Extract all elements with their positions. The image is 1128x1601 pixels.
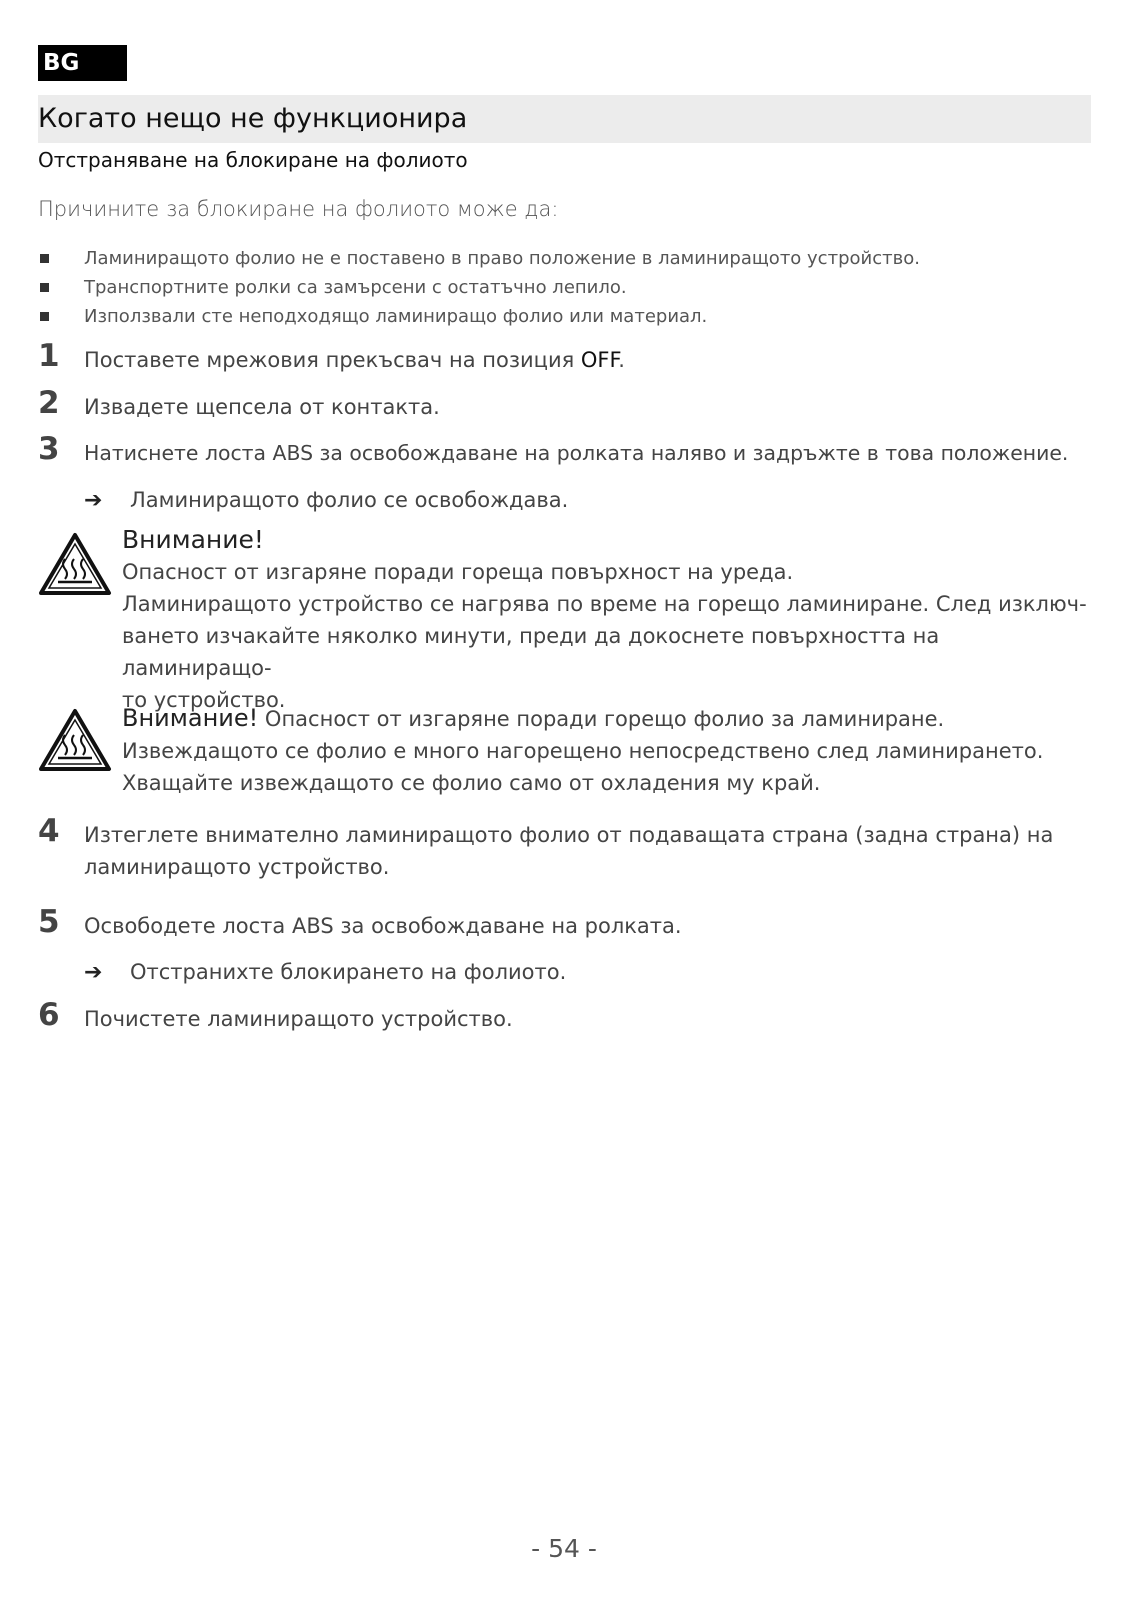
step-text: Освободете лоста ABS за освобождаване на ролката. bbox=[84, 914, 682, 938]
page-number: - 54 - bbox=[531, 1534, 597, 1563]
list-item: Транспортните ролки са замърсени с остатъчно лепило. bbox=[38, 273, 920, 302]
warning-block-1 bbox=[122, 524, 1087, 716]
bullet-square-icon bbox=[40, 283, 49, 292]
intro-text: Причините за блокиране на фолиото може да: bbox=[38, 197, 559, 221]
hot-surface-warning-icon bbox=[38, 532, 112, 596]
step-number: 4 bbox=[38, 813, 60, 849]
warning-title: Внимание! bbox=[122, 525, 264, 554]
warning-text: Ламиниращото устройство се нагрява по време на горещо ламиниране. След изключ- bbox=[122, 592, 1087, 616]
warning-text: ването изчакайте няколко минути, преди да докоснете повърхността на ламиниращо- bbox=[122, 624, 940, 680]
result-line: ➔ Ламиниращото фолио се освобождава. bbox=[84, 484, 568, 517]
step-text: Поставете мрежовия прекъсвач на позиция OFF. bbox=[84, 348, 625, 372]
page-title: Когато нещо не функционира bbox=[38, 103, 468, 134]
warning-first-line: Внимание! Опасност от изгаряне поради горещо фолио за ламиниране. bbox=[122, 704, 945, 732]
warning-title: Внимание! bbox=[122, 704, 259, 732]
step-number: 3 bbox=[38, 431, 60, 467]
bullet-square-icon bbox=[40, 254, 49, 263]
title-bar bbox=[38, 95, 1091, 143]
step-number: 5 bbox=[38, 904, 60, 940]
arrow-right-icon: ➔ bbox=[84, 488, 103, 513]
step-text: Изтеглете внимателно ламиниращото фолио от подаващата страна (задна страна) на ламиниращото устройство. bbox=[84, 823, 1054, 879]
language-tag: BG bbox=[38, 45, 127, 81]
warning-text: Опасност от изгаряне поради гореща повърхност на уреда. bbox=[122, 560, 794, 584]
bullet-square-icon bbox=[40, 312, 49, 321]
causes-list bbox=[38, 244, 920, 331]
warning-text: Хващайте извеждащото се фолио само от охладения му край. bbox=[122, 771, 821, 795]
step-text: Почистете ламиниращото устройство. bbox=[84, 1007, 513, 1031]
list-item: Ламиниращото фолио не е поставено в право положение в ламиниращото устройство. bbox=[38, 244, 920, 273]
emphasis-text: OFF bbox=[580, 348, 619, 372]
step-number: 1 bbox=[38, 338, 60, 374]
section-subtitle: Отстраняване на блокиране на фолиото bbox=[38, 148, 468, 172]
arrow-right-icon: ➔ bbox=[84, 960, 103, 985]
step-text: Извадете щепсела от контакта. bbox=[84, 395, 440, 419]
warning-block-2 bbox=[122, 702, 1087, 799]
warning-text: Извеждащото се фолио е много нагорещено непосредствено след ламинирането. bbox=[122, 739, 1044, 763]
list-item: Използвали сте неподходящо ламиниращо фолио или материал. bbox=[38, 302, 920, 331]
warning-text: то устройство. bbox=[122, 688, 286, 712]
result-line: ➔ Отстранихте блокирането на фолиото. bbox=[84, 956, 566, 989]
step-text: Натиснете лоста ABS за освобождаване на ролката наляво и задръжте в това положение. bbox=[84, 441, 1069, 465]
hot-surface-warning-icon bbox=[38, 708, 112, 772]
step-number: 2 bbox=[38, 385, 60, 421]
step-number: 6 bbox=[38, 997, 60, 1033]
